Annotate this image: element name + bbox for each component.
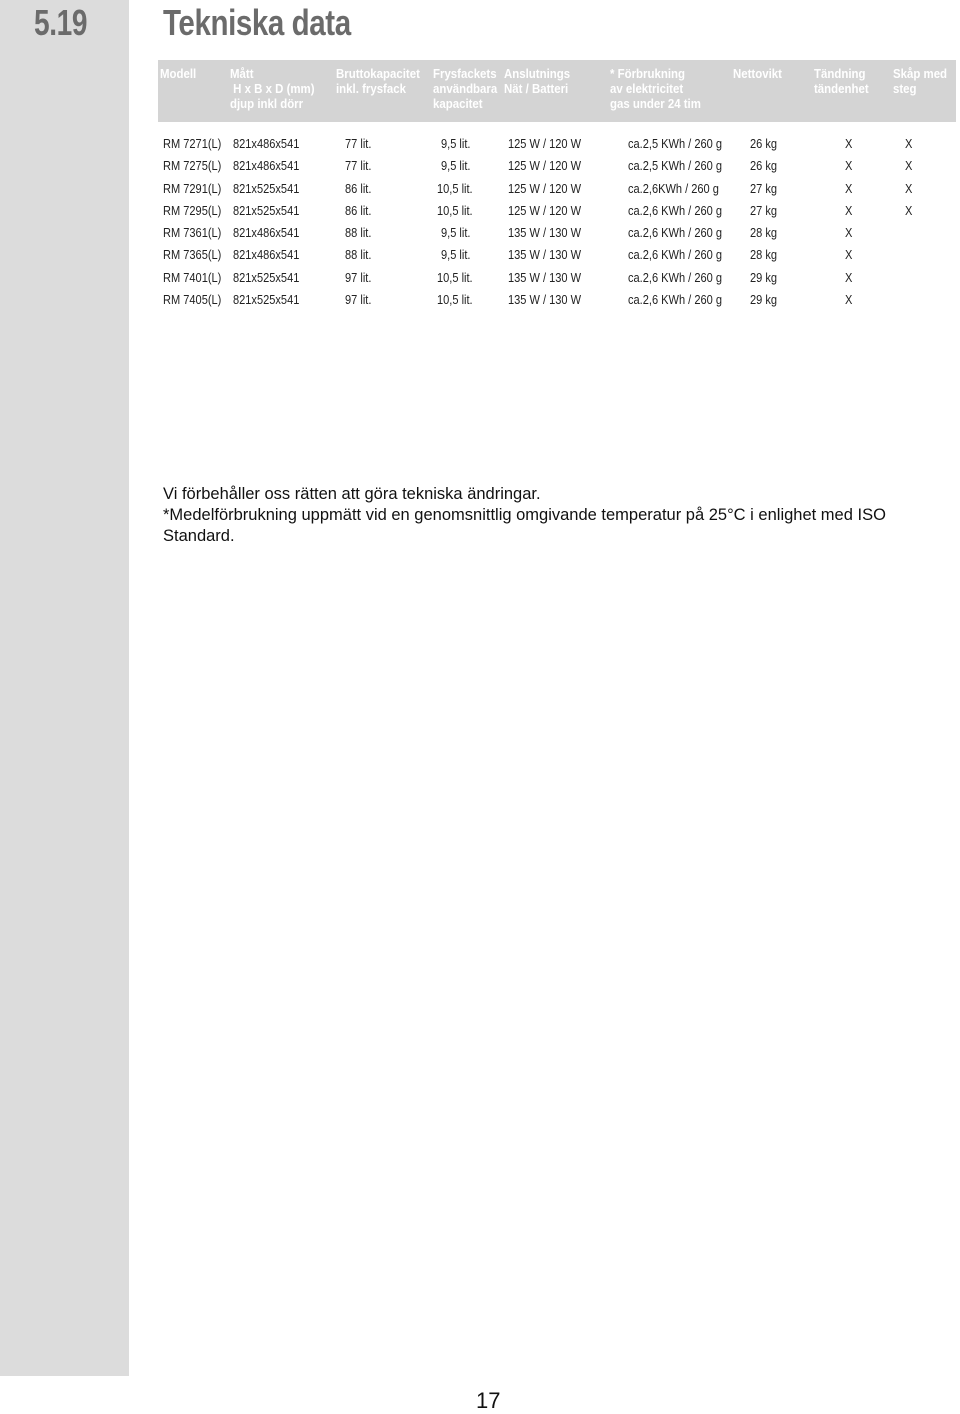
cell-power: 125 W / 120 W <box>508 136 582 151</box>
cell-dims: 821x486x541 <box>233 158 300 174</box>
data-table <box>0 134 960 312</box>
cell-weight: 26 kg <box>750 158 778 174</box>
cell-power: 135 W / 130 W <box>508 247 582 263</box>
cell-consumption: ca.2,6 KWh / 260 g <box>628 292 722 308</box>
header-nettovikt: Nettovikt <box>733 66 782 81</box>
table-header <box>158 60 956 122</box>
header-bruttokapacitet: Bruttokapacitet inkl. frysfack <box>336 66 420 96</box>
header-tandning: Tändning tändenhet <box>814 66 869 96</box>
header-matt: Mått H x B x D (mm) djup inkl dörr <box>230 66 315 111</box>
cell-consumption: ca.2,6 KWh / 260 g <box>628 247 722 263</box>
cell-power: 135 W / 130 W <box>508 269 582 285</box>
cell-consumption: ca.2,6KWh / 260 g <box>628 180 719 196</box>
note-consumption: *Medelförbrukning uppmätt vid en genomsnittlig omgivande temperatur på 25°C i enlighet med ISO Standard. <box>163 506 886 545</box>
footnote <box>163 484 923 547</box>
cell-dims: 821x525x541 <box>233 269 300 285</box>
header-modell: Modell <box>160 66 197 81</box>
cell-consumption: ca.2,6 KWh / 260 g <box>628 202 722 218</box>
note-reservation: Vi förbehåller oss rätten att göra tekniska ändringar. <box>163 485 541 503</box>
table-row <box>0 156 960 178</box>
cell-steps: X <box>905 158 913 174</box>
cell-power: 125 W / 120 W <box>508 180 582 196</box>
cell-weight: 27 kg <box>750 202 778 218</box>
cell-freezer: 9,5 lit. <box>441 136 471 151</box>
cell-gross: 88 lit. <box>345 247 372 263</box>
cell-freezer: 10,5 lit. <box>437 269 473 285</box>
cell-model: RM 7365(L) <box>163 247 222 263</box>
cell-consumption: ca.2,5 KWh / 260 g <box>628 136 722 151</box>
cell-steps: X <box>905 136 913 151</box>
cell-freezer: 10,5 lit. <box>437 292 473 308</box>
table-row <box>0 223 960 245</box>
cell-dims: 821x486x541 <box>233 136 300 151</box>
cell-gross: 97 lit. <box>345 269 372 285</box>
cell-model: RM 7275(L) <box>163 158 222 174</box>
cell-steps: X <box>905 202 913 218</box>
cell-ignition: X <box>845 158 853 174</box>
cell-model: RM 7405(L) <box>163 292 222 308</box>
header-skap-med-steg: Skåp med steg <box>893 66 948 96</box>
cell-dims: 821x525x541 <box>233 202 300 218</box>
cell-weight: 28 kg <box>750 225 778 241</box>
cell-weight: 29 kg <box>750 292 778 308</box>
cell-ignition: X <box>845 180 853 196</box>
page-title: Tekniska data <box>163 2 351 43</box>
cell-weight: 26 kg <box>750 136 778 151</box>
cell-gross: 86 lit. <box>345 180 372 196</box>
cell-model: RM 7291(L) <box>163 180 222 196</box>
section-number: 5.19 <box>34 2 88 43</box>
table-row <box>0 245 960 267</box>
cell-ignition: X <box>845 136 853 151</box>
cell-ignition: X <box>845 202 853 218</box>
cell-weight: 29 kg <box>750 269 778 285</box>
cell-power: 125 W / 120 W <box>508 202 582 218</box>
table-row <box>0 268 960 290</box>
cell-gross: 77 lit. <box>345 136 372 151</box>
table-row <box>0 179 960 201</box>
cell-power: 125 W / 120 W <box>508 158 582 174</box>
header-frysfack: Frysfackets användbara kapacitet <box>433 66 498 111</box>
cell-consumption: ca.2,6 KWh / 260 g <box>628 225 722 241</box>
cell-power: 135 W / 130 W <box>508 292 582 308</box>
cell-gross: 88 lit. <box>345 225 372 241</box>
header-anslutning: Anslutnings Nät / Batteri <box>504 66 571 96</box>
cell-freezer: 9,5 lit. <box>441 158 471 174</box>
cell-dims: 821x486x541 <box>233 225 300 241</box>
page-number: 17 <box>476 1388 501 1413</box>
cell-weight: 27 kg <box>750 180 778 196</box>
cell-weight: 28 kg <box>750 247 778 263</box>
cell-model: RM 7271(L) <box>163 136 222 151</box>
cell-model: RM 7295(L) <box>163 202 222 218</box>
cell-ignition: X <box>845 292 853 308</box>
cell-freezer: 10,5 lit. <box>437 180 473 196</box>
cell-consumption: ca.2,6 KWh / 260 g <box>628 269 722 285</box>
cell-dims: 821x525x541 <box>233 180 300 196</box>
cell-ignition: X <box>845 247 853 263</box>
cell-freezer: 9,5 lit. <box>441 225 471 241</box>
cell-freezer: 9,5 lit. <box>441 247 471 263</box>
cell-freezer: 10,5 lit. <box>437 202 473 218</box>
cell-model: RM 7361(L) <box>163 225 222 241</box>
cell-dims: 821x486x541 <box>233 247 300 263</box>
cell-steps: X <box>905 180 913 196</box>
cell-gross: 86 lit. <box>345 202 372 218</box>
header-forbrukning: * Förbrukning av elektricitet gas under 24 tim <box>610 66 701 111</box>
cell-ignition: X <box>845 269 853 285</box>
cell-model: RM 7401(L) <box>163 269 222 285</box>
table-row <box>0 201 960 223</box>
cell-gross: 97 lit. <box>345 292 372 308</box>
cell-power: 135 W / 130 W <box>508 225 582 241</box>
table-row <box>0 134 960 156</box>
cell-gross: 77 lit. <box>345 158 372 174</box>
cell-ignition: X <box>845 225 853 241</box>
cell-consumption: ca.2,5 KWh / 260 g <box>628 158 722 174</box>
table-row <box>0 290 960 312</box>
cell-dims: 821x525x541 <box>233 292 300 308</box>
